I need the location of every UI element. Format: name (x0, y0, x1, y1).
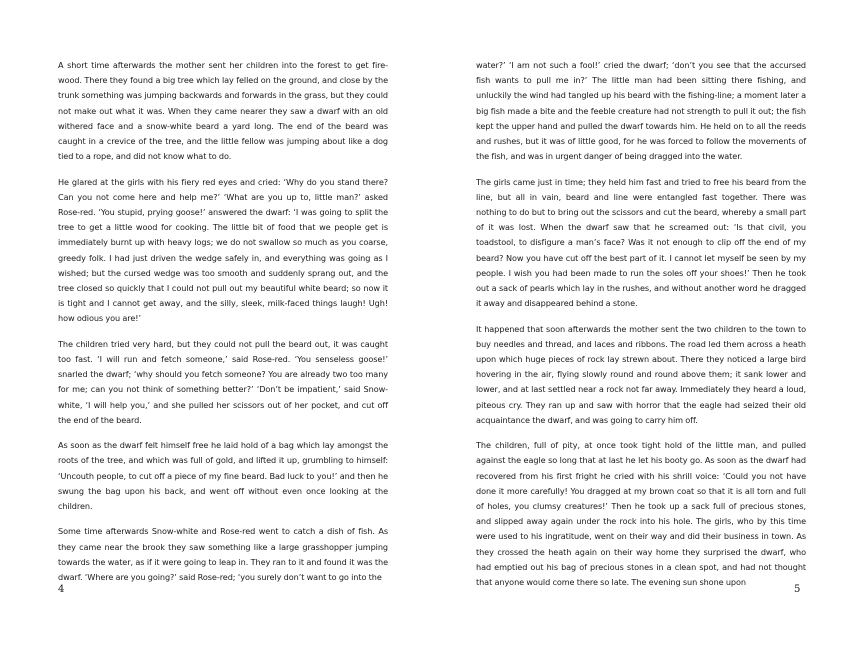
right-page-number: 5 (794, 584, 801, 595)
right-paragraph-3: It happened that soon afterwards the mother sent the two children to the town to buy needles and thread, and laces and ribbons. The road led them across a heath upon which huge pieces of rock lay strewn about. There they noticed a large bird hovering in the air, flying slowly round and round above them; it sank lower and lower, and at last settled near a rock not far away. Immediately they heard a loud, piteous cry. They ran up and saw with horror that the eagle had seized their old acquaintance the dwarf, and was going to carry him off. (476, 323, 806, 425)
right-page (476, 58, 806, 590)
left-page-number: 4 (58, 584, 65, 595)
left-paragraph-3: The children tried very hard, but they could not pull the beard out, it was caught too fast. ‘I will run and fetch someone,’ said Rose-red. ‘You senseless goose!’ snarled the dwarf; ‘why should you fetch someone? You are already two too many for me; can you not think of something better?’ ‘Don’t be impatient,’ said Snow-white, ‘I will help you,’ and she pulled her scissors out of her pocket, and cut off the end of the beard. (58, 338, 388, 425)
right-paragraph-2: The girls came just in time; they held him fast and tried to free his beard from the line, but all in vain, beard and line were entangled fast together. There was nothing to do but to bring out the scissors and cut the beard, whereby a small part of it was lost. When the dwarf saw that he screamed out: ‘Is that civil, you toadstool, to disfigure a man’s face? Was it not enough to clip off the end of my beard? Now you have cut off the best part of it. I cannot let myself be seen by my people. I wish you had been made to run the soles off your shoes!’ Then he took out a sack of pearls which lay in the rushes, and without another word he dragged it away and disappeared behind a stone. (476, 176, 806, 309)
left-page (58, 58, 388, 585)
left-paragraph-1: A short time afterwards the mother sent her children into the forest to get fire-wood. There they found a big tree which lay felled on the ground, and close by the trunk something was jumping backwards and forwards in the grass, but they could not make out what it was. When they came nearer they saw a dwarf with an old withered face and a snow-white beard a yard long. The end of the beard was caught in a crevice of the tree, and the little fellow was jumping about like a dog tied to a rope, and did not know what to do. (58, 60, 388, 162)
left-paragraph-5: Some time afterwards Snow-white and Rose-red went to catch a dish of fish. As they came near the brook they saw something like a large grasshopper jumping towards the water, as if it were going to leap in. They ran to it and found it was the dwarf. ‘Where are you going?’ said Rose-red; ‘you surely don’t want to go into the (58, 526, 388, 583)
right-paragraph-4: The children, full of pity, at once took tight hold of the little man, and pulled against the eagle so long that at last he let his booty go. As soon as the dwarf had recovered from his first fright he cried with his shrill voice: ‘Could you not have done it more carefully! You dragged at my brown coat so that it is all torn and full of holes, you clumsy creatures!’ Then he took up a sack full of precious stones, and slipped away again under the rock into his hole. The girls, who by this time were used to his ingratitude, went on their way and did their business in town. As they crossed the heath again on their way home they surprised the dwarf, who had emptied out his bag of precious stones in a clean spot, and had not thought that anyone would come there so late. The evening sun shone upon (476, 440, 806, 588)
left-paragraph-4: As soon as the dwarf felt himself free he laid hold of a bag which lay amongst the roots of the tree, and which was full of gold, and lifted it up, grumbling to himself: ‘Uncouth people, to cut off a piece of my fine beard. Bad luck to you!’ and then he swung the bag upon his back, and went off without even once looking at the children. (58, 440, 388, 512)
right-paragraph-1: water?’ ‘I am not such a fool!’ cried the dwarf; ‘don’t you see that the accursed fish wants to pull me in?’ The little man had been sitting there fishing, and unluckily the wind had tangled up his beard with the fishing-line; a moment later a big fish made a bite and the feeble creature had not strength to pull it out; the fish kept the upper hand and pulled the dwarf towards him. He held on to all the reeds and rushes, but it was of little good, for he was forced to follow the movements of the fish, and was in urgent danger of being dragged into the water. (476, 60, 806, 162)
left-paragraph-2: He glared at the girls with his fiery red eyes and cried: ‘Why do you stand there? Can you not come here and help me?’ ‘What are you up to, little man?’ asked Rose-red. ‘You stupid, prying goose!’ answered the dwarf: ‘I was going to split the tree to get a little wood for cooking. The little bit of food that we people get is immediately burnt up with heavy logs; we do not swallow so much as you coarse, greedy folk. I had just driven the wedge safely in, and everything was going as I wished; but the cursed wedge was too smooth and suddenly sprang out, and the tree closed so quickly that I could not pull out my beautiful white beard; so now it is tight and I cannot get away, and the silly, sleek, milk-faced things laugh! Ugh! how odious you are!’ (58, 176, 388, 324)
